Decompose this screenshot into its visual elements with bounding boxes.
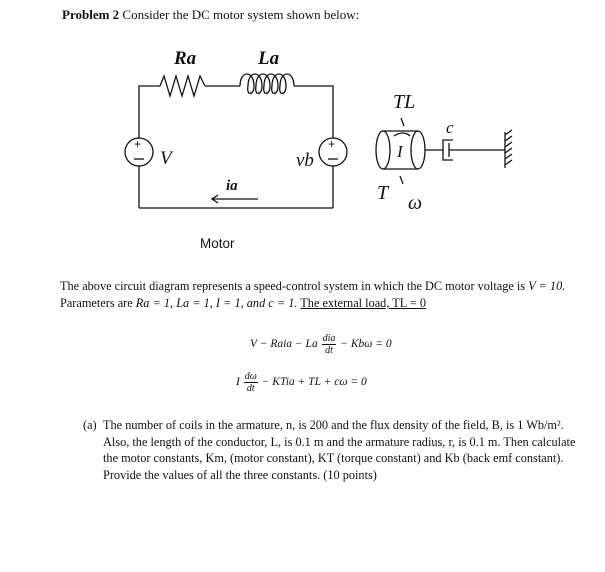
inductor	[240, 74, 294, 94]
equation-2	[236, 371, 367, 394]
load-torque-label: TL	[393, 91, 416, 113]
eq1-left: V − Raia − La	[250, 338, 318, 351]
inertia-disk-right	[411, 131, 425, 169]
eq1-denominator: dt	[325, 345, 333, 356]
question-text: The number of coils in the armature, n, is 200 and the flux density of the field, B, is 1 Wb/m². Also, the length of the conductor, L, is 0.1 m and the armature radius, r, is 0.1 m. Then calculate the motor constants, Km, (motor constant), KT (torque constant) and Kb (back emf constant). Provide the values of all the three constants. (10 points)	[103, 418, 576, 482]
eq2-left: I	[236, 376, 240, 389]
back-emf-label: vb	[296, 150, 314, 171]
voltage-text: V = 10.	[528, 279, 566, 293]
params-prefix: Parameters are	[60, 296, 133, 310]
eq1-fraction	[322, 333, 337, 356]
resistor	[160, 76, 205, 96]
current-label: ia	[226, 178, 238, 194]
wire-right-top	[294, 86, 333, 138]
params-values: Ra = 1, La = 1, I = 1, and c = 1.	[135, 296, 298, 310]
damper-label: c	[446, 118, 454, 137]
eq1-right: − Kbω = 0	[340, 338, 392, 351]
wire-left-top	[139, 86, 160, 138]
intro-text: The above circuit diagram represents a speed-control system in which the DC motor voltage is	[60, 279, 526, 293]
eq2-denominator: dt	[246, 383, 255, 394]
eq2-numerator: dω	[244, 371, 257, 382]
equation-1	[250, 333, 392, 356]
external-load-text: The external load, TL = 0	[300, 296, 427, 310]
eq1-numerator: dia	[322, 333, 336, 344]
motor-caption: Motor	[200, 236, 235, 251]
inductor-label: La	[258, 48, 280, 69]
eq2-fraction	[244, 371, 258, 394]
eq2-right: − KTia + TL + cω = 0	[261, 376, 367, 389]
source-label: V	[160, 148, 172, 169]
resistor-label: Ra	[174, 48, 197, 69]
question-label: (a)	[83, 418, 97, 432]
problem-intro: Consider the DC motor system shown below:	[122, 7, 360, 22]
torque-label: T	[377, 182, 389, 204]
intro-paragraph	[60, 278, 580, 312]
circuit-diagram	[0, 0, 605, 260]
inertia-label: I	[397, 142, 403, 161]
question-a	[83, 417, 583, 483]
inertia-disk-left	[376, 131, 390, 169]
source-plus: +	[134, 137, 142, 151]
problem-label: Problem 2	[62, 7, 120, 22]
back-emf-plus: +	[328, 137, 336, 151]
speed-label: ω	[408, 192, 423, 214]
